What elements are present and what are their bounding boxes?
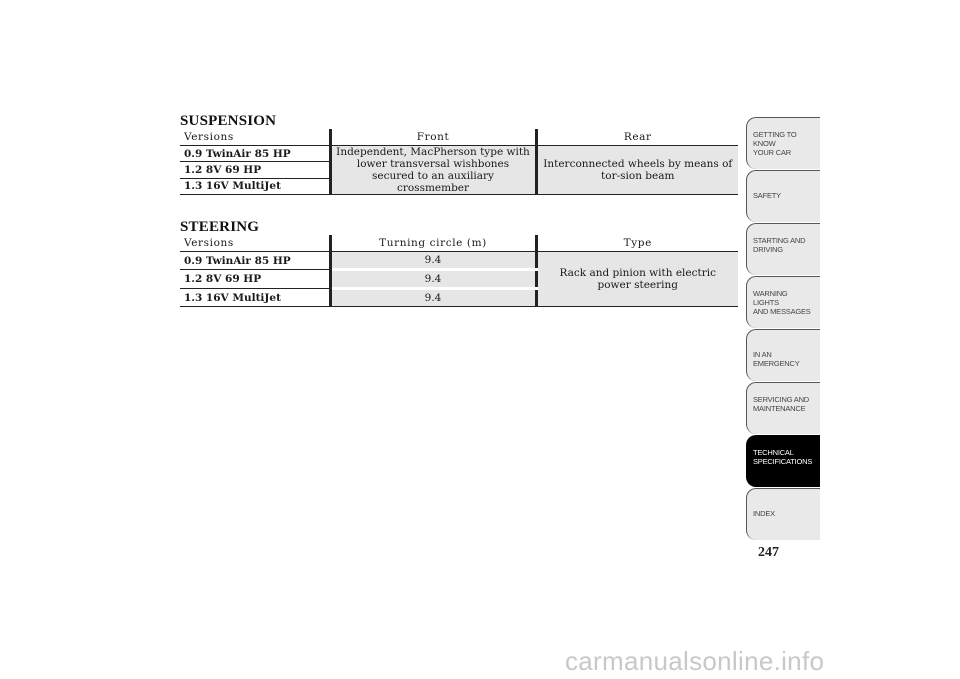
chapter-tabs: [746, 117, 820, 541]
tab-safety[interactable]: SAFETY: [746, 170, 820, 222]
watermark: carmanualsonline.info: [565, 646, 825, 676]
turning-circle-cell: 9.4: [330, 289, 536, 307]
tab-starting-and-driving[interactable]: STARTING AND DRIVING: [746, 223, 820, 275]
front-suspension-cell: Independent, MacPherson type with lower transversal wishbones secured to an auxiliary crossmember: [330, 146, 536, 195]
tab-in-an-emergency[interactable]: IN AN EMERGENCY: [746, 329, 820, 381]
steering-heading: STEERING: [180, 219, 260, 235]
turning-circle-cell: 9.4: [330, 270, 536, 289]
steering-type-cell: Rack and pinion with electric power steering: [536, 252, 738, 307]
version-cell: 0.9 TwinAir 85 HP: [180, 252, 330, 270]
version-cell: 1.2 8V 69 HP: [180, 270, 330, 289]
suspension-header-row: [180, 129, 738, 146]
rear-column-header: Rear: [536, 129, 738, 146]
type-column-header: Type: [536, 235, 738, 252]
rear-suspension-cell: Interconnected wheels by means of tor-sion beam: [536, 146, 738, 195]
table-row: [180, 252, 738, 270]
versions-column-header: Versions: [180, 129, 330, 146]
tab-servicing-and-maintenance[interactable]: SERVICING AND MAINTENANCE: [746, 382, 820, 434]
version-cell: 1.3 16V MultiJet: [180, 289, 330, 307]
version-cell: 1.3 16V MultiJet: [180, 178, 330, 194]
table-row: [180, 146, 738, 162]
front-column-header: Front: [330, 129, 536, 146]
suspension-heading: SUSPENSION: [180, 113, 277, 129]
tab-warning-lights-and-messages[interactable]: WARNING LIGHTS AND MESSAGES: [746, 276, 820, 328]
page-number: 247: [758, 545, 779, 560]
tab-index[interactable]: INDEX: [746, 488, 820, 540]
tab-getting-to-know-your-car[interactable]: GETTING TO KNOW YOUR CAR: [746, 117, 820, 169]
steering-header-row: [180, 235, 738, 252]
tab-technical-specifications[interactable]: TECHNICAL SPECIFICATIONS: [746, 435, 820, 487]
versions-column-header: Versions: [180, 235, 330, 252]
turning-circle-cell: 9.4: [330, 252, 536, 270]
version-cell: 1.2 8V 69 HP: [180, 162, 330, 178]
turning-circle-column-header: Turning circle (m): [330, 235, 536, 252]
version-cell: 0.9 TwinAir 85 HP: [180, 146, 330, 162]
steering-table: [180, 235, 738, 307]
suspension-table: [180, 129, 738, 195]
